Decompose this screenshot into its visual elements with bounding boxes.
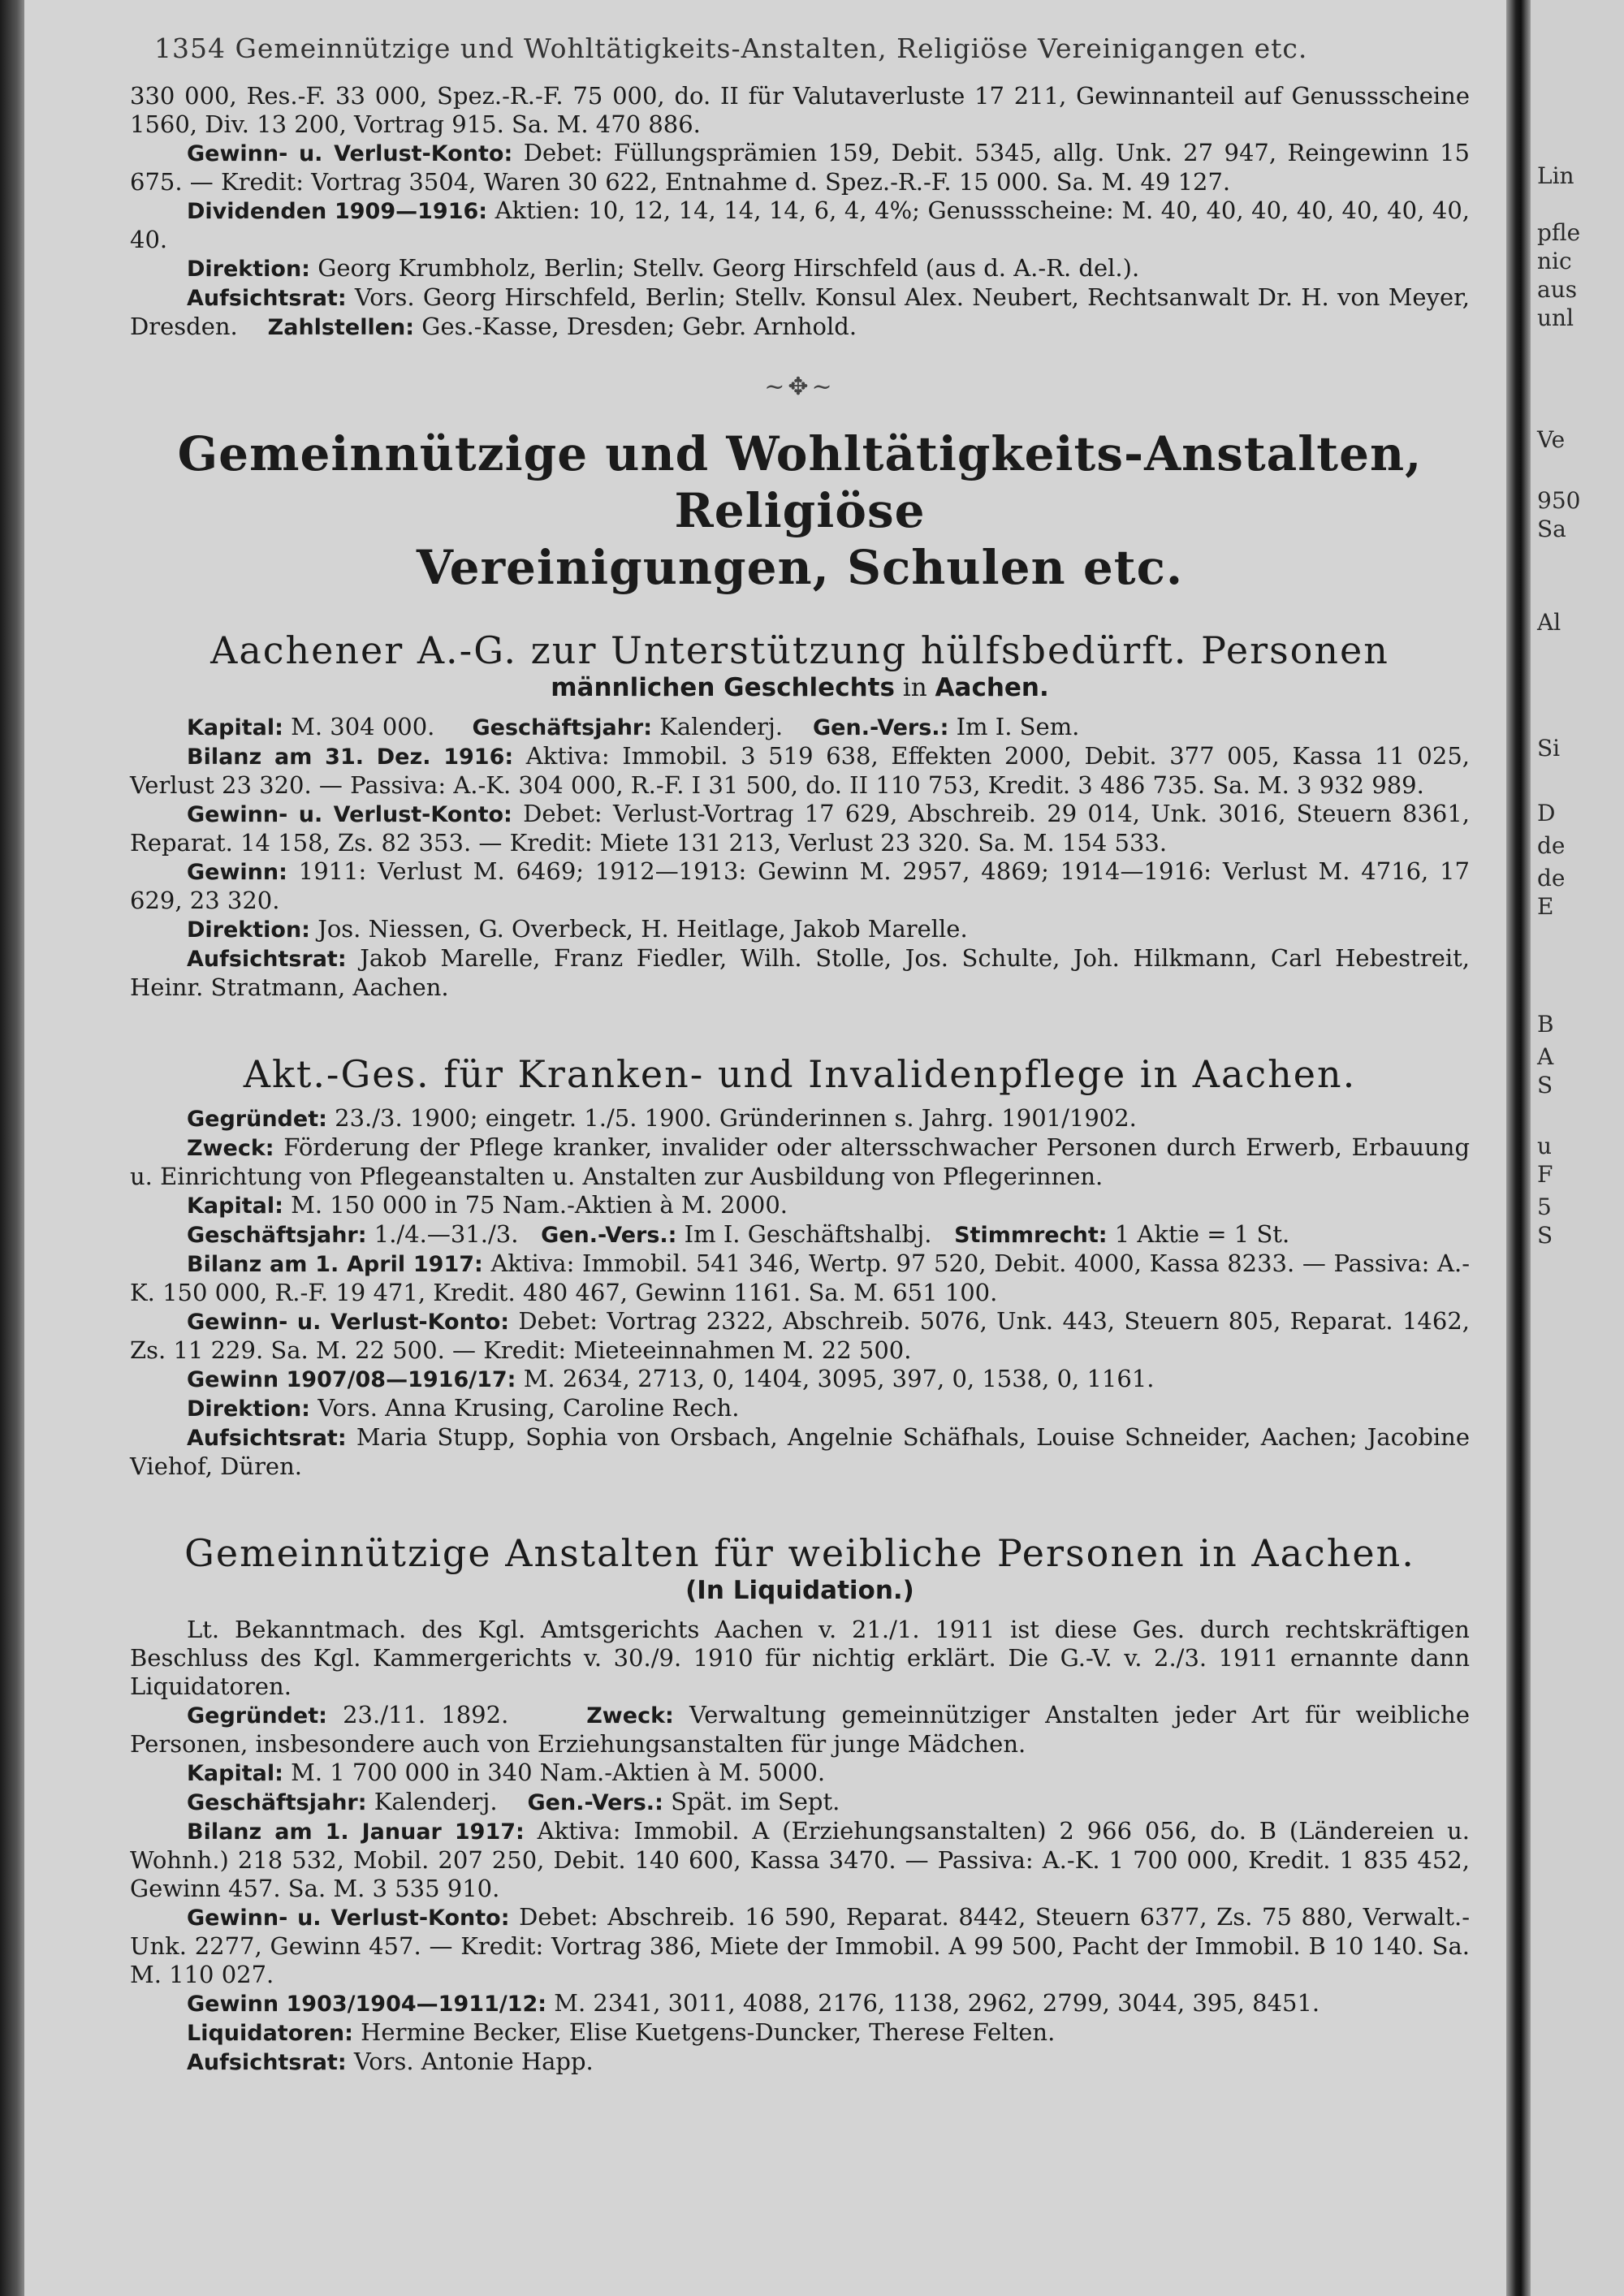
balance-sheet: [130, 742, 1470, 800]
prev-balance-line: 330 000, Res.-F. 33 000, Spez.-R.-F. 75 000, do. II für Valutaverluste 17 211, Gewinnanteil auf Genussscheine 1560, Div. 13 200, Vortrag 915. Sa. M. 470 886.: [130, 82, 1470, 138]
text: Aktiva: Immobil. 541 346, Wertp. 97 520, Debit. 4000, Kassa 8233. — Passiva: A.-K. 150 000, R.-F. 19 471, Kredit. 480 467, Gewinn 1161. Sa. M. 651 100.: [130, 1249, 1471, 1306]
text: Georg Krumbholz, Berlin; Stellv. Georg Hirschfeld (aus d. A.-R. del.).: [317, 254, 1140, 282]
facing-text: B: [1537, 1011, 1554, 1038]
label: Gewinn- u. Verlust-Konto:: [187, 1310, 510, 1335]
label: Geschäftsjahr:: [187, 1790, 367, 1815]
facing-text: D: [1537, 800, 1556, 826]
purpose: [130, 1133, 1470, 1191]
supervisory-board: [130, 2048, 1470, 2077]
business-year: [130, 1788, 1470, 1817]
profit-history: [130, 857, 1470, 915]
text: Kalenderj.: [374, 1788, 498, 1815]
text: Vors. Georg Hirschfeld, Berlin; Stellv. Konsul Alex. Neubert, Rechtsanwalt Dr. H. von Meyer, Dresden.: [130, 283, 1470, 340]
label: Aufsichtsrat:: [187, 1426, 347, 1451]
entry-title: Gemeinnützige Anstalten für weibliche Personen in Aachen.: [184, 1531, 1415, 1575]
label: Direktion:: [187, 1396, 310, 1422]
business-year: [130, 1220, 1470, 1249]
text: M. 2634, 2713, 0, 1404, 3095, 397, 0, 1538, 0, 1161.: [523, 1365, 1155, 1392]
prev-dividends: [130, 196, 1470, 254]
direction: [130, 915, 1470, 944]
facing-text: Lin: [1537, 162, 1574, 189]
founded: [130, 1104, 1470, 1133]
text: Ges.-Kasse, Dresden; Gebr. Arnhold.: [421, 313, 857, 340]
label: Bilanz am 1. April 1917:: [187, 1252, 483, 1277]
sub-bold: männlichen Geschlechts: [551, 673, 895, 702]
label: Gen.-Vers.:: [813, 715, 949, 740]
label: Gegründet:: [187, 1107, 327, 1132]
section-title-line-1: Gemeinnützige und Wohltätigkeits-Anstalten, Religiöse: [177, 426, 1423, 538]
text: Im I. Geschäftshalbj.: [684, 1220, 932, 1248]
facing-text: de: [1537, 865, 1566, 891]
label: Aufsichtsrat:: [187, 2050, 347, 2075]
label: Geschäftsjahr:: [472, 715, 653, 740]
entry-weibliche-personen: [130, 1531, 1470, 2077]
liquidators: [130, 2018, 1470, 2048]
entry-aachener-ag: [130, 628, 1470, 1002]
entry-subtitle: [130, 1575, 1470, 1606]
text: M. 304 000.: [291, 713, 435, 740]
profit-history: [130, 1989, 1470, 2018]
text: Vors. Anna Krusing, Caroline Rech.: [317, 1394, 740, 1422]
label: Aufsichtsrat:: [187, 286, 347, 311]
text: M. 150 000 in 75 Nam.-Aktien à M. 2000.: [291, 1191, 788, 1219]
text: Aktiva: Immobil. 3 519 638, Effekten 2000, Debit. 377 005, Kassa 11 025, Verlust 23 320. — Passiva: A.-K. 304 000, R.-F. I 31 500, do. II 110 753, Kredit. 3 486 735. Sa. M. 3 932 989.: [130, 742, 1471, 799]
intro-note: Lt. Bekanntmach. des Kgl. Amtsgerichts Aachen v. 21./1. 1911 ist diese Ges. durch rechtskräftigen Beschluss des Kgl. Kammergerichts v. 30./9. 1910 für nichtig erklärt. Die G.-V. v. 2./3. 1911 ernannte dann Liquidatoren.: [130, 1616, 1470, 1700]
facing-text: Ve: [1537, 426, 1566, 453]
label: Gen.-Vers.:: [541, 1223, 677, 1248]
profit-history: [130, 1365, 1470, 1394]
text: Debet: Füllungsprämien 159, Debit. 5345, allg. Unk. 27 947, Reingewinn 15 675. — Kredit: Vortrag 3504, Waren 30 622, Entnahme d. Spez.-R.-F. 15 000. Sa. M. 49 127.: [130, 139, 1470, 196]
facing-text: 950: [1537, 487, 1581, 514]
profit-loss-account: [130, 800, 1470, 857]
liquidation-note: (In Liquidation.): [685, 1576, 914, 1605]
facing-text: E: [1537, 893, 1554, 920]
text: 23./11. 1892.: [343, 1701, 509, 1728]
label: Bilanz am 31. Dez. 1916:: [187, 744, 514, 770]
text: M. 1 700 000 in 340 Nam.-Aktien à M. 5000.: [291, 1759, 826, 1786]
label: Gewinn- u. Verlust-Konto:: [187, 141, 513, 166]
entry-title: Akt.-Ges. für Kranken- und Invalidenpflege in Aachen.: [243, 1052, 1357, 1096]
facing-text: Sa: [1537, 516, 1566, 542]
text: Jos. Niessen, G. Overbeck, H. Heitlage, Jakob Marelle.: [317, 915, 968, 943]
label: Gewinn 1907/08—1916/17:: [187, 1367, 516, 1392]
text: Vors. Antonie Happ.: [353, 2048, 594, 2075]
text: M. 2341, 3011, 4088, 2176, 1138, 2962, 2799, 3044, 395, 8451.: [554, 1989, 1320, 2017]
label: Gewinn 1903/1904—1911/12:: [187, 1992, 547, 2017]
sub-city: Aachen.: [935, 673, 1049, 702]
facing-text: S: [1537, 1222, 1553, 1249]
entry-kranken-invalidenpflege: [130, 1052, 1470, 1481]
prev-supervisory-board: [130, 283, 1470, 342]
label: Direktion:: [187, 257, 310, 282]
label: Aufsichtsrat:: [187, 947, 347, 972]
page-content: [130, 32, 1470, 2077]
facing-text: pfle: [1537, 219, 1581, 246]
facing-text: S: [1537, 1072, 1553, 1098]
label: Kapital:: [187, 1193, 283, 1219]
label: Kapital:: [187, 715, 283, 740]
text: Aktiva: Immobil. A (Erziehungsanstalten) 2 966 056, do. B (Ländereien u. Wohnh.) 218 532, Mobil. 207 250, Debit. 140 600, Kassa 3470. — Passiva: A.-K. 1 700 000, Kredit. 1 835 452, Gewinn 457. Sa. M. 3 535 910.: [130, 1817, 1471, 1902]
facing-text: unl: [1537, 304, 1574, 331]
section-title: [130, 425, 1470, 596]
text: Förderung der Pflege kranker, invalider oder altersschwacher Personen durch Erwerb, Erbauung u. Einrichtung von Pflegeanstalten u. Anstalten zur Ausbildung von Pflegerinnen.: [130, 1133, 1471, 1190]
direction: [130, 1394, 1470, 1423]
capital: [130, 1759, 1470, 1788]
label: Kapital:: [187, 1761, 283, 1786]
label: Dividenden 1909—1916:: [187, 199, 488, 224]
label: Zahlstellen:: [267, 315, 415, 340]
text: Aktien: 10, 12, 14, 14, 14, 6, 4, 4%; Genussscheine: M. 40, 40, 40, 40, 40, 40, 40, 40.: [130, 196, 1470, 253]
section-ornament: ~✥~: [764, 373, 836, 401]
label: Gen.-Vers.:: [527, 1790, 663, 1815]
book-gutter: [1506, 0, 1531, 2296]
balance-sheet: [130, 1249, 1470, 1307]
book-page: [24, 0, 1506, 2296]
supervisory-board: [130, 944, 1470, 1002]
entry-subtitle: [130, 672, 1470, 703]
text: 1./4.—31./3.: [374, 1220, 519, 1248]
sub-in: in: [902, 673, 927, 702]
section-title-line-2: Vereinigungen, Schulen etc.: [416, 540, 1184, 595]
facing-text: Si: [1537, 735, 1561, 762]
profit-loss-account: [130, 1307, 1470, 1365]
profit-loss-account: [130, 1903, 1470, 1989]
label: Stimmrecht:: [954, 1223, 1108, 1248]
label: Zweck:: [187, 1136, 274, 1161]
facing-text: 5: [1537, 1193, 1552, 1220]
label: Gewinn:: [187, 860, 287, 885]
text: Debet: Vortrag 2322, Abschreib. 5076, Unk. 443, Steuern 805, Reparat. 1462, Zs. 11 229. Sa. M. 22 500. — Kredit: Mieteeinnahmen M. 22 500.: [130, 1307, 1470, 1364]
text: 1 Aktie = 1 St.: [1114, 1220, 1290, 1248]
facing-text: F: [1537, 1161, 1553, 1188]
text: Im I. Sem.: [956, 713, 1080, 740]
text: Debet: Abschreib. 16 590, Reparat. 8442, Steuern 6377, Zs. 75 880, Verwalt.-Unk. 2277, Gewinn 457. — Kredit: Vortrag 386, Miete der Immobil. A 99 500, Pacht der Immobil. B 10 140. Sa. M. 110 027.: [130, 1903, 1471, 1988]
label: Gewinn- u. Verlust-Konto:: [187, 1905, 510, 1931]
label: Gegründet:: [187, 1703, 327, 1728]
facing-text: u: [1537, 1133, 1553, 1159]
capital: [130, 1191, 1470, 1220]
text: Kalenderj.: [659, 713, 784, 740]
text: Maria Stupp, Sophia von Orsbach, Angelnie Schäfhals, Louise Schneider, Aachen; Jacobine Viehof, Düren.: [130, 1423, 1470, 1480]
text: Spät. im Sept.: [671, 1788, 840, 1815]
facing-text: aus: [1537, 276, 1578, 303]
text: 1911: Verlust M. 6469; 1912—1913: Gewinn M. 2957, 4869; 1914—1916: Verlust M. 4716, 17 629, 23 320.: [130, 857, 1470, 914]
running-head: 1354 Gemeinnützige und Wohltätigkeits-Anstalten, Religiöse Vereinigangen etc.: [154, 32, 1308, 64]
text: Hermine Becker, Elise Kuetgens-Duncker, Therese Felten.: [361, 2018, 1056, 2046]
text: Jakob Marelle, Franz Fiedler, Wilh. Stolle, Jos. Schulte, Joh. Hilkmann, Carl Hebestreit, Heinr. Stratmann, Aachen.: [130, 944, 1471, 1001]
label: Bilanz am 1. Januar 1917:: [187, 1819, 525, 1845]
previous-entry-continuation: [130, 82, 1470, 342]
book-binding-edge: [0, 0, 24, 2296]
text: Verwaltung gemeinnütziger Anstalten jeder Art für weibliche Personen, insbesondere auch von Erziehungsanstalten für junge Mädchen.: [130, 1701, 1471, 1758]
label: Zweck:: [586, 1703, 674, 1728]
facing-text: de: [1537, 832, 1566, 859]
label: Geschäftsjahr:: [187, 1223, 367, 1248]
label: Gewinn- u. Verlust-Konto:: [187, 802, 512, 827]
capital-line: [130, 713, 1470, 742]
supervisory-board: [130, 1423, 1470, 1481]
label: Direktion:: [187, 917, 310, 943]
label: Liquidatoren:: [187, 2021, 353, 2046]
facing-text: Al: [1537, 609, 1561, 636]
balance-sheet: [130, 1817, 1470, 1903]
entry-title: Aachener A.-G. zur Unterstützung hülfsbedürft. Personen: [210, 628, 1389, 672]
founded-purpose: [130, 1701, 1470, 1759]
text: Debet: Verlust-Vortrag 17 629, Abschreib. 29 014, Unk. 3016, Steuern 8361, Reparat. 14 158, Zs. 82 353. — Kredit: Miete 131 213, Verlust 23 320. Sa. M. 154 533.: [130, 800, 1471, 857]
prev-profit-loss: [130, 139, 1470, 196]
facing-text: A: [1537, 1043, 1554, 1070]
facing-page-fragment: [1531, 0, 1624, 2296]
text: 23./3. 1900; eingetr. 1./5. 1900. Gründerinnen s. Jahrg. 1901/1902.: [335, 1104, 1137, 1132]
prev-direction: [130, 254, 1470, 283]
facing-text: nic: [1537, 248, 1572, 274]
